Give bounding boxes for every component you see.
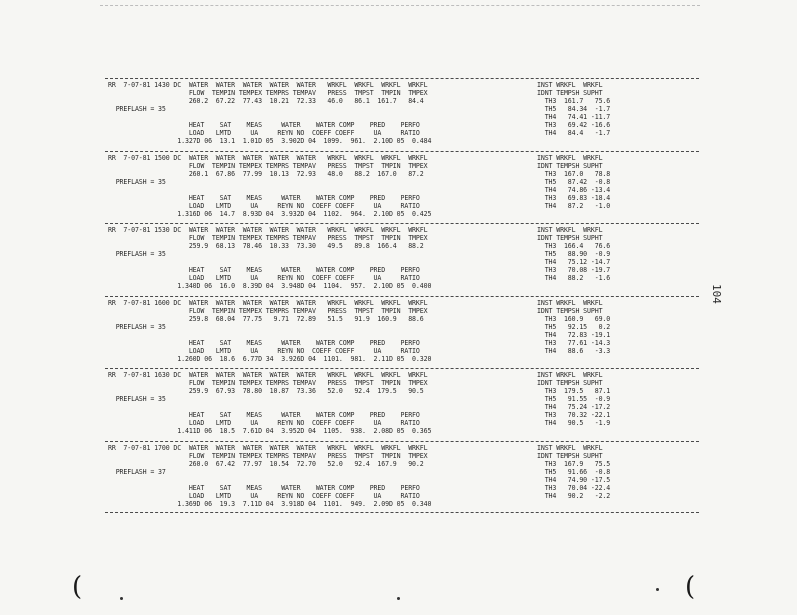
record-line: 1.327D 06 13.1 1.01D 05 3.902D 04 1099. 961. 2.10D 05 0.484	[108, 137, 432, 145]
page-number: 104	[710, 284, 723, 304]
record-line: HEAT SAT MEAS WATER WATER COMP PRED PERFO	[108, 483, 420, 492]
instrument-line: TH5 88.90 -0.9	[537, 250, 611, 258]
instrument-line: TH4 75.24 -17.2	[537, 403, 611, 411]
record-line: RR 7-07-81 1530 DC WATER WATER WATER WATER WATER WRKFL WRKFL WRKFL WRKFL	[108, 226, 428, 234]
instrument-line: TH5 87.42 -0.8	[537, 177, 611, 186]
right-hole-punch-mark: (	[685, 572, 696, 602]
instrument-line: TH5 91.66 -0.8	[537, 467, 611, 476]
record-line: LOAD LMTD UA REYN NO COEFF COEFF UA RATIO	[108, 201, 420, 210]
record-line: LOAD LMTD UA REYN NO COEFF COEFF UA RATIO	[108, 129, 420, 137]
instrument-line: TH4 90.5 -1.9	[537, 419, 611, 427]
instrument-line: TH4 75.12 -14.7	[537, 258, 611, 266]
record-line: 1.369D 06 19.3 7.11D 04 3.918D 04 1101. 949. 2.09D 05 0.340	[108, 499, 432, 508]
instrument-line: TH3 161.7 75.6	[537, 97, 611, 105]
record-line: 1.411D 06 18.5 7.61D 04 3.952D 04 1105. 938. 2.08D 05 0.365	[108, 427, 432, 435]
record-line: PREFLASH = 35	[108, 105, 166, 113]
record-line: 260.2 67.22 77.43 10.21 72.33 46.0 86.1 161.7 84.4	[108, 97, 424, 105]
instrument-line: INST WRKFL WRKFL	[537, 226, 603, 234]
instrument-line: IDNT TEMPSH SUPHT	[537, 234, 603, 242]
record-line: 259.8 68.04 77.75 9.71 72.89 51.5 91.9 160.9 88.6	[108, 314, 424, 323]
record-line: FLOW TEMPIN TEMPEX TEMPRS TEMPAV PRESS TMPST TMPIN TMPEX	[108, 89, 428, 97]
instrument-line: TH3 70.04 -22.4	[537, 483, 611, 492]
speck-mark	[397, 597, 400, 600]
instrument-line: TH3 69.83 -18.4	[537, 193, 611, 202]
record-line: RR 7-07-81 1630 DC WATER WATER WATER WATER WATER WRKFL WRKFL WRKFL WRKFL	[108, 371, 428, 379]
instrument-line: TH5 91.55 -0.9	[537, 395, 611, 403]
record-line: 1.340D 06 16.0 8.39D 04 3.948D 04 1104. 957. 2.10D 05 0.400	[108, 282, 432, 290]
record-separator-rule	[105, 441, 699, 442]
record-line: FLOW TEMPIN TEMPEX TEMPRS TEMPAV PRESS TMPST TMPIN TMPEX	[108, 234, 428, 242]
record-separator-rule	[105, 296, 699, 297]
record-line: LOAD LMTD UA REYN NO COEFF COEFF UA RATIO	[108, 274, 420, 282]
record-line: PREFLASH = 35	[108, 322, 166, 331]
record-line: FLOW TEMPIN TEMPEX TEMPRS TEMPAV PRESS TMPST TMPIN TMPEX	[108, 161, 428, 170]
instrument-line: TH3 77.61 -14.3	[537, 338, 611, 347]
instrument-line: IDNT TEMPSH SUPHT	[537, 89, 603, 97]
record-line: HEAT SAT MEAS WATER WATER COMP PRED PERFO	[108, 121, 420, 129]
instrument-line: IDNT TEMPSH SUPHT	[537, 379, 603, 387]
instrument-line: IDNT TEMPSH SUPHT	[537, 306, 603, 315]
record-line: PREFLASH = 35	[108, 395, 166, 403]
record-line: HEAT SAT MEAS WATER WATER COMP PRED PERFO	[108, 266, 420, 274]
instrument-line: TH3 167.9 75.5	[537, 459, 611, 468]
record-separator-rule	[105, 368, 699, 369]
instrument-line: TH3 160.9 69.0	[537, 314, 611, 323]
record-separator-rule	[105, 78, 699, 79]
record-separator-rule	[105, 512, 699, 513]
record-line: FLOW TEMPIN TEMPEX TEMPRS TEMPAV PRESS TMPST TMPIN TMPEX	[108, 306, 428, 315]
record-line: PREFLASH = 37	[108, 467, 166, 476]
instrument-line: TH4 88.2 -1.6	[537, 274, 611, 282]
record-line: HEAT SAT MEAS WATER WATER COMP PRED PERFO	[108, 338, 420, 347]
record-line: HEAT SAT MEAS WATER WATER COMP PRED PERFO	[108, 193, 420, 202]
record-separator-rule	[105, 151, 699, 152]
record-line: LOAD LMTD UA REYN NO COEFF COEFF UA RATIO	[108, 491, 420, 500]
instrument-line: IDNT TEMPSH SUPHT	[537, 161, 603, 170]
record-line: 260.1 67.86 77.99 10.13 72.93 48.0 88.2 167.0 87.2	[108, 169, 424, 178]
record-separator-rule	[105, 223, 699, 224]
instrument-line: TH5 92.15 0.2	[537, 322, 611, 331]
instrument-line: TH4 74.41 -11.7	[537, 113, 611, 121]
speck-mark	[120, 597, 123, 600]
instrument-line: TH3 69.42 -16.6	[537, 121, 611, 129]
instrument-line: TH5 84.34 -1.7	[537, 105, 611, 113]
record-line: FLOW TEMPIN TEMPEX TEMPRS TEMPAV PRESS TMPST TMPIN TMPEX	[108, 379, 428, 387]
left-hole-punch-mark: (	[72, 572, 83, 602]
instrument-line: TH4 88.6 -3.3	[537, 346, 611, 355]
record-line: 1.316D 06 14.7 8.93D 04 3.932D 04 1102. 964. 2.10D 05 0.425	[108, 209, 432, 218]
instrument-line: TH4 84.4 -1.7	[537, 129, 611, 137]
record-line: FLOW TEMPIN TEMPEX TEMPRS TEMPAV PRESS TMPST TMPIN TMPEX	[108, 451, 428, 460]
record-line: 260.0 67.42 77.97 10.54 72.70 52.0 92.4 167.9 90.2	[108, 459, 424, 468]
instrument-line: INST WRKFL WRKFL	[537, 371, 603, 379]
record-line: LOAD LMTD UA REYN NO COEFF COEFF UA RATIO	[108, 346, 420, 355]
instrument-line: TH3 70.08 -19.7	[537, 266, 611, 274]
record-line: 259.9 68.13 78.46 10.33 73.30 49.5 89.8 166.4 88.2	[108, 242, 424, 250]
top-edge-rule	[100, 5, 700, 6]
record-line: 259.9 67.93 78.80 10.87 73.36 52.0 92.4 179.5 90.5	[108, 387, 424, 395]
instrument-line: INST WRKFL WRKFL	[537, 81, 603, 89]
record-line: PREFLASH = 35	[108, 177, 166, 186]
instrument-line: TH3 70.32 -22.1	[537, 411, 611, 419]
instrument-line: TH4 72.83 -19.1	[537, 330, 611, 339]
instrument-line: TH4 74.90 -17.5	[537, 475, 611, 484]
instrument-line: IDNT TEMPSH SUPHT	[537, 451, 603, 460]
instrument-line: TH4 87.2 -1.0	[537, 201, 611, 210]
record-line: 1.260D 06 18.6 6.77D 34 3.926D 04 1101. 981. 2.11D 05 0.320	[108, 354, 432, 363]
record-line: PREFLASH = 35	[108, 250, 166, 258]
record-line: RR 7-07-81 1500 DC WATER WATER WATER WATER WATER WRKFL WRKFL WRKFL WRKFL	[108, 153, 428, 162]
record-line: RR 7-07-81 1600 DC WATER WATER WATER WATER WATER WRKFL WRKFL WRKFL WRKFL	[108, 298, 428, 307]
instrument-line: TH3 166.4 76.6	[537, 242, 611, 250]
instrument-line: TH3 167.0 78.8	[537, 169, 611, 178]
record-line: HEAT SAT MEAS WATER WATER COMP PRED PERFO	[108, 411, 420, 419]
instrument-line: TH4 74.86 -13.4	[537, 185, 611, 194]
record-line: RR 7-07-81 1700 DC WATER WATER WATER WATER WATER WRKFL WRKFL WRKFL WRKFL	[108, 443, 428, 452]
instrument-line: INST WRKFL WRKFL	[537, 153, 603, 162]
speck-mark	[656, 588, 659, 591]
record-line: LOAD LMTD UA REYN NO COEFF COEFF UA RATIO	[108, 419, 420, 427]
instrument-line: INST WRKFL WRKFL	[537, 443, 603, 452]
instrument-line: TH3 179.5 87.1	[537, 387, 611, 395]
instrument-line: TH4 90.2 -2.2	[537, 491, 611, 500]
instrument-line: INST WRKFL WRKFL	[537, 298, 603, 307]
record-line: RR 7-07-81 1430 DC WATER WATER WATER WATER WATER WRKFL WRKFL WRKFL WRKFL	[108, 81, 428, 89]
